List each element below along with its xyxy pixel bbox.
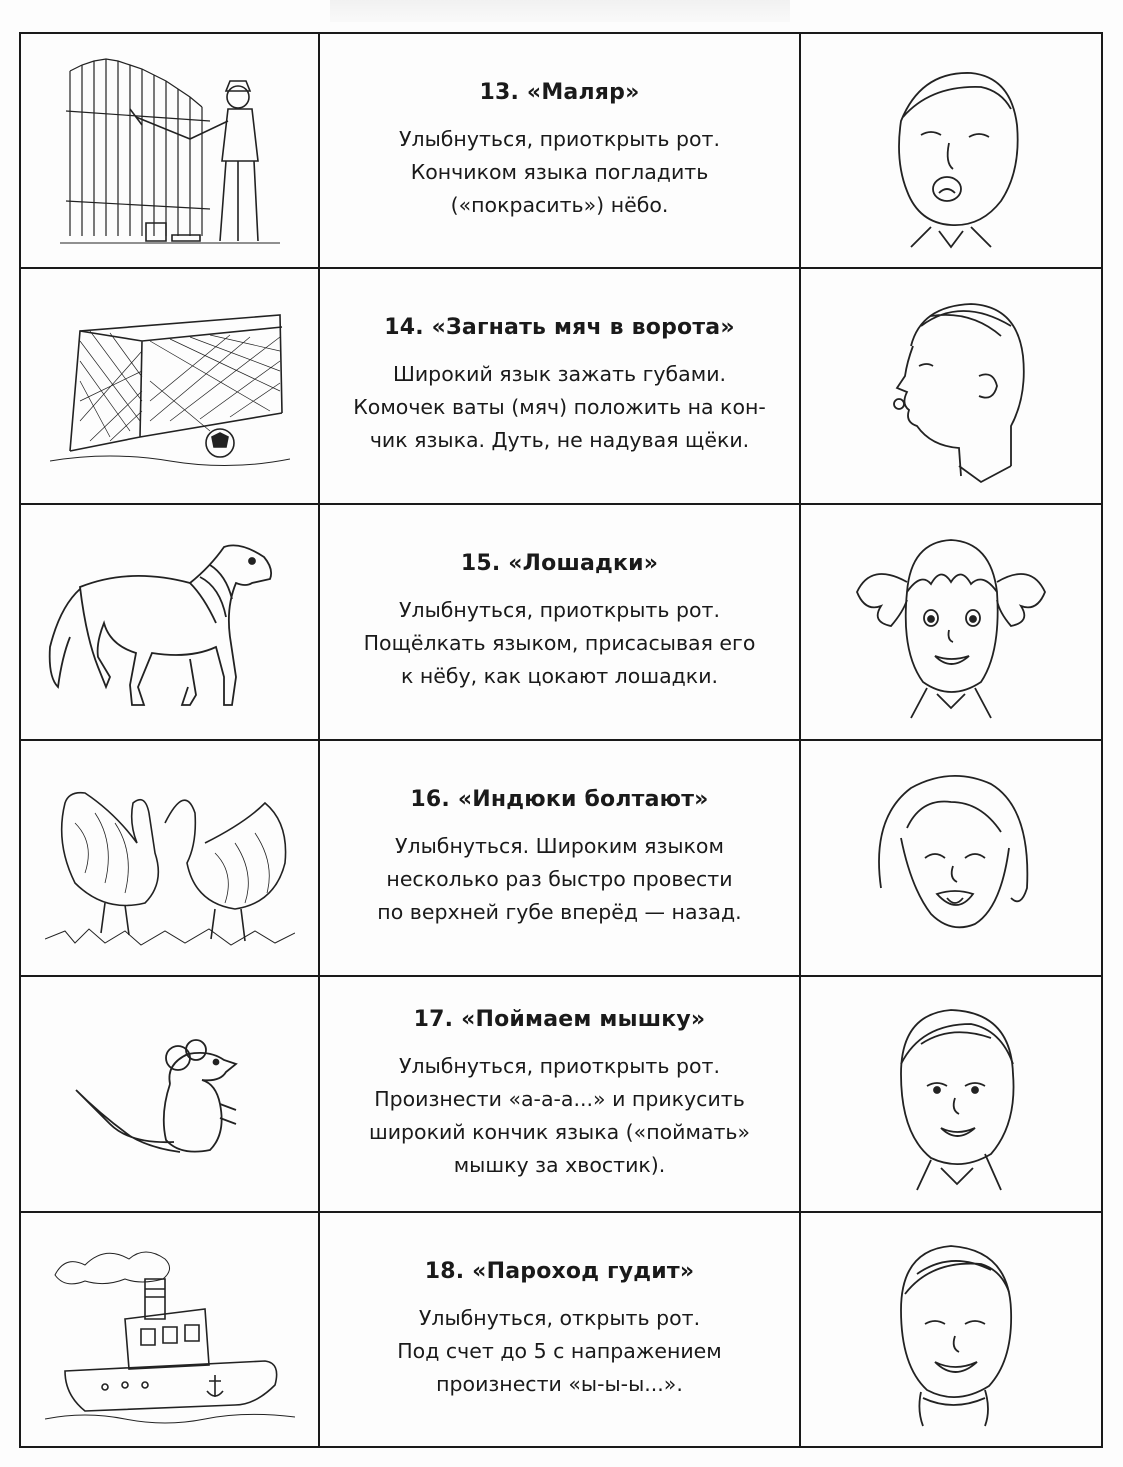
exercise-line: мышку за хвостик). [453,1152,666,1177]
exercise-row [20,504,1102,740]
exercise-text-cell [319,740,800,976]
face-cell [800,504,1102,740]
exercise-text-cell [319,33,800,268]
face-cell [800,976,1102,1212]
exercise-text-cell [319,504,800,740]
soccer-goal-illustration [50,301,290,471]
illustration-cell [20,976,319,1212]
exercise-line: Улыбнуться, приоткрыть рот. [399,598,720,622]
horse-illustration [40,527,300,717]
exercise-line: Улыбнуться, приоткрыть рот. [399,1053,720,1078]
exercise-line: Широкий язык зажать губами. [392,362,727,386]
exercise-line: Кончиком языка погладить [410,159,709,184]
exercise-title: 15. «Лошадки» [460,551,659,576]
exercise-row [20,33,1102,268]
illustration-cell [20,33,319,268]
exercise-line: по верхней губе вперёд — назад. [377,900,742,924]
turkeys-illustration [45,763,295,953]
illustration-cell [20,504,319,740]
illustration-cell [20,268,319,504]
exercise-line: Под счет до 5 с напражением [397,1338,722,1363]
exercise-row [20,976,1102,1212]
illustration-cell [20,740,319,976]
girl-pigtails-face [851,522,1051,722]
exercise-line: Комочек ваты (мяч) положить на кон- [353,395,766,419]
page-header-bleed [330,0,790,22]
exercise-title: 18. «Пароход гудит» [424,1258,695,1284]
exercise-text-cell [319,268,800,504]
exercise-line: Улыбнуться, приоткрыть рот. [399,126,720,151]
face-cell [800,33,1102,268]
exercise-line: чик языка. Дуть, не надувая щёки. [369,428,750,452]
exercise-title: 14. «Загнать мяч в ворота» [384,315,735,340]
exercise-title: 16. «Индюки болтают» [410,787,709,812]
painter-illustration [60,51,280,251]
illustration-cell [20,1212,319,1447]
boy-profile-tongue-face [861,286,1041,486]
exercise-line: Пощёлкать языком, присасывая его [363,631,756,655]
exercise-line: несколько раз быстро провести [386,867,733,891]
girl-laughing-tongue-face [851,758,1051,958]
exercise-line: к нёбу, как цокают лошадки. [400,664,719,688]
exercise-text-cell [319,1212,800,1447]
exercise-line: Произнести «а-а-а...» и прикусить [374,1086,745,1111]
face-cell [800,268,1102,504]
exercise-line: («покрасить») нёбо. [450,192,669,217]
face-cell [800,1212,1102,1447]
exercise-title: 13. «Маляр» [479,79,640,105]
exercise-line: Улыбнуться. Широким языком [395,834,724,858]
exercise-table [19,32,1103,1448]
exercise-line: Улыбнуться, открыть рот. [418,1305,701,1330]
exercise-line: широкий кончик языка («поймать» [368,1119,751,1144]
boy-mouth-open-face [861,51,1041,251]
mouse-illustration [70,1024,270,1164]
exercise-text-cell [319,976,800,1212]
boy-tongue-bite-face [861,994,1041,1194]
face-cell [800,740,1102,976]
exercise-line: произнести «ы-ы-ы...». [436,1371,683,1396]
steamboat-illustration [45,1235,295,1425]
exercise-row [20,1212,1102,1447]
exercise-title: 17. «Поймаем мышку» [413,1006,706,1032]
boy-smiling-face [861,1230,1041,1430]
exercise-row [20,740,1102,976]
exercise-row [20,268,1102,504]
